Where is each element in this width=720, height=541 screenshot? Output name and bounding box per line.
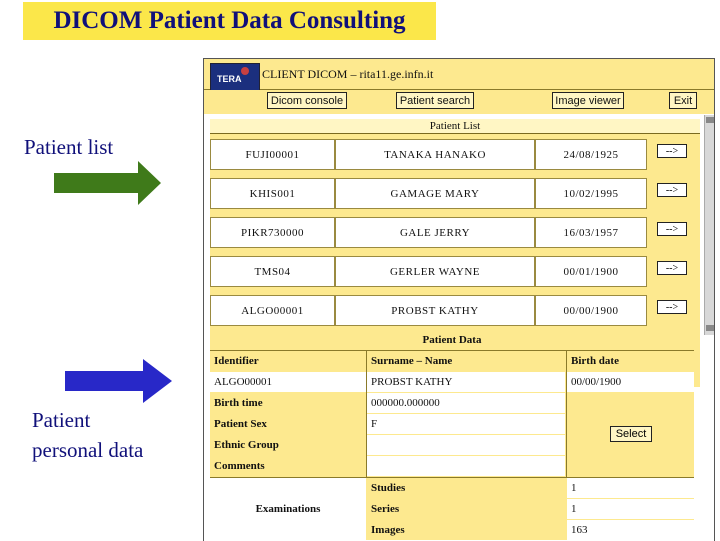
identifier-label: Identifier bbox=[214, 355, 259, 367]
logo-text: TERA bbox=[217, 74, 242, 84]
select-patient-button[interactable]: --> bbox=[657, 261, 687, 275]
caption-personal-line1: Patient bbox=[32, 408, 91, 432]
dicom-console-button[interactable]: Dicom console bbox=[267, 92, 347, 109]
patient-row[interactable] bbox=[210, 175, 700, 211]
logo-dot bbox=[241, 67, 249, 75]
patient-name-cell: PROBST KATHY bbox=[335, 295, 535, 326]
birth-time-label: Birth time bbox=[214, 397, 263, 409]
select-patient-button[interactable]: --> bbox=[657, 222, 687, 236]
patient-id-cell: ALGO00001 bbox=[210, 295, 335, 326]
birth-date-label: Birth date bbox=[571, 355, 619, 367]
patient-birth-cell: 16/03/1957 bbox=[535, 217, 647, 248]
caption-personal-data bbox=[32, 405, 143, 465]
patient-id-cell: FUJI00001 bbox=[210, 139, 335, 170]
window-titlebar bbox=[204, 59, 714, 90]
image-viewer-button[interactable]: Image viewer bbox=[552, 92, 624, 109]
surname-label: Surname – Name bbox=[371, 355, 453, 367]
studies-label: Studies bbox=[371, 482, 406, 494]
scroll-down-icon[interactable] bbox=[706, 325, 714, 331]
patient-name-cell: TANAKA HANAKO bbox=[335, 139, 535, 170]
slide-title: DICOM Patient Data Consulting bbox=[23, 2, 436, 40]
toolbar bbox=[204, 90, 714, 114]
patient-row[interactable] bbox=[210, 136, 700, 172]
series-label: Series bbox=[371, 503, 400, 515]
select-button[interactable]: Select bbox=[610, 426, 652, 442]
patient-birth-cell: 00/00/1900 bbox=[535, 295, 647, 326]
ethnic-group-value bbox=[367, 435, 565, 455]
blue-arrow-shape bbox=[65, 359, 172, 403]
series-value: 1 bbox=[567, 499, 694, 519]
caption-personal-line2: personal data bbox=[32, 438, 144, 462]
patient-sex-label: Patient Sex bbox=[214, 418, 267, 430]
select-patient-button[interactable]: --> bbox=[657, 183, 687, 197]
patient-name-cell: GERLER WAYNE bbox=[335, 256, 535, 287]
identifier-value: ALGO00001 bbox=[210, 372, 366, 392]
birth-time-value: 000000.000000 bbox=[367, 393, 565, 413]
birth-date-value: 00/00/1900 bbox=[567, 372, 694, 392]
blue-arrow-icon bbox=[65, 358, 173, 404]
patient-row[interactable] bbox=[210, 253, 700, 289]
exit-button[interactable]: Exit bbox=[669, 92, 697, 109]
patient-birth-cell: 00/01/1900 bbox=[535, 256, 647, 287]
studies-value: 1 bbox=[567, 478, 694, 498]
patient-list-title: Patient List bbox=[210, 119, 700, 134]
comments-value bbox=[367, 456, 565, 476]
patient-name-cell: GALE JERRY bbox=[335, 217, 535, 248]
patient-birth-cell: 24/08/1925 bbox=[535, 139, 647, 170]
surname-value: PROBST KATHY bbox=[367, 372, 565, 392]
window-title: CLIENT DICOM – rita11.ge.infn.it bbox=[262, 67, 434, 81]
green-arrow-icon bbox=[54, 160, 162, 206]
select-patient-button[interactable]: --> bbox=[657, 144, 687, 158]
ethnic-group-label: Ethnic Group bbox=[214, 439, 279, 451]
comments-label: Comments bbox=[214, 460, 265, 472]
dicom-client-window bbox=[203, 58, 715, 541]
divider bbox=[366, 351, 367, 477]
images-value: 163 bbox=[567, 520, 694, 540]
select-patient-button[interactable]: --> bbox=[657, 300, 687, 314]
scroll-up-icon[interactable] bbox=[706, 117, 714, 123]
tera-logo bbox=[210, 63, 260, 93]
green-arrow-shape bbox=[54, 161, 161, 205]
patient-row[interactable] bbox=[210, 292, 700, 328]
images-label: Images bbox=[371, 524, 405, 536]
caption-patient-list: Patient list bbox=[24, 135, 114, 159]
patient-sex-value: F bbox=[367, 414, 565, 434]
patient-search-button[interactable]: Patient search bbox=[396, 92, 474, 109]
patient-id-cell: KHIS001 bbox=[210, 178, 335, 209]
patient-data-title: Patient Data bbox=[422, 334, 482, 346]
patient-birth-cell: 10/02/1995 bbox=[535, 178, 647, 209]
patient-name-cell: GAMAGE MARY bbox=[335, 178, 535, 209]
patient-id-cell: TMS04 bbox=[210, 256, 335, 287]
vertical-scrollbar[interactable] bbox=[704, 115, 715, 335]
patient-data-panel bbox=[210, 330, 694, 540]
patient-id-cell: PIKR730000 bbox=[210, 217, 335, 248]
divider bbox=[566, 351, 567, 477]
patient-row[interactable] bbox=[210, 214, 700, 250]
examinations-label: Examinations bbox=[255, 503, 321, 515]
